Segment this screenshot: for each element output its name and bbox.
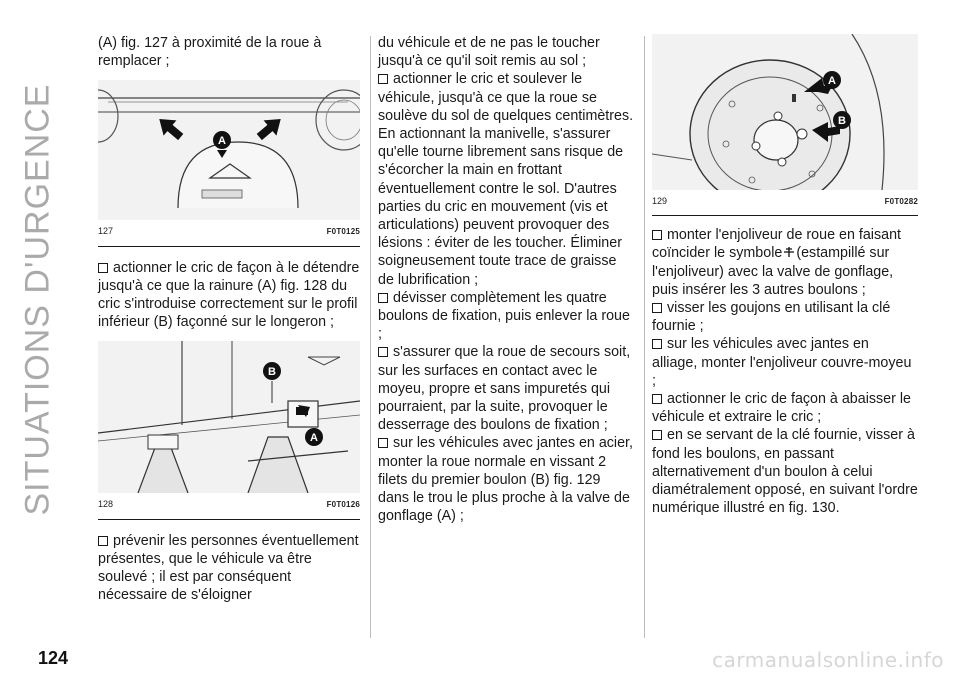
checkbox-bullet-icon (98, 263, 108, 273)
jack-illustration (98, 341, 360, 493)
list-item-text: prévenir les personnes éventuellement présentes, que le véhicule va être soulevé ; il est par conséquent nécessaire de s'éloigner (98, 532, 359, 604)
checkbox-bullet-icon (98, 536, 108, 546)
column-2 (378, 34, 634, 525)
car-sill-illustration (98, 80, 360, 220)
list-item (652, 226, 918, 299)
column-divider (644, 36, 645, 638)
column-1 (98, 34, 360, 604)
figure-127 (98, 80, 360, 246)
list-item-text: monter l'enjoliveur de roue en faisant coïncider le symbole (652, 227, 901, 262)
list-item-text: actionner le cric de façon à abaisser le véhicule et extraire le cric ; (652, 391, 911, 426)
checkbox-bullet-icon (652, 394, 662, 404)
list-item (98, 259, 360, 332)
fig127-label-a: A (218, 135, 226, 148)
list-item (98, 532, 360, 605)
list-item-text: actionner le cric et soulever le véhicule, jusqu'à ce que la roue se soulève du sol de quelques centimètres. En actionnant la manivelle, s'assurer qu'elle tourne librement sans risque de s'écorcher la main en frottant éventuellement contre le sol. D'autres parties du cric en mouvement (vis et articulations) peuvent provoquer des lésions : éviter de les toucher. Éliminer soigneusement toute trace de graisse de lubrification ; (378, 71, 634, 288)
list-item (652, 426, 918, 517)
figure-127-image (98, 80, 360, 220)
figure-number: 128 (98, 499, 114, 510)
checkbox-bullet-icon (378, 438, 388, 448)
checkbox-bullet-icon (652, 430, 662, 440)
fig128-label-a: A (310, 432, 318, 445)
list-item (652, 335, 918, 390)
list-item-text: dévisser complètement les quatre boulons de fixation, puis enlever la roue ; (378, 289, 630, 343)
list-item-text: s'assurer que la roue de secours soit, sur les surfaces en contact avec le moyeu, propre et sans impuretés qui pourraient, par la suite, provoquer le desserrage des boulons de fixation ; (378, 344, 631, 434)
watermark: carmanualsonline.info (712, 648, 944, 672)
figure-number: 127 (98, 226, 114, 237)
checkbox-bullet-icon (652, 230, 662, 240)
page-number: 124 (38, 648, 69, 668)
section-title: SITUATIONS D'URGENCE (18, 83, 57, 516)
fig128-label-b: B (268, 366, 276, 379)
checkbox-bullet-icon (378, 74, 388, 84)
figure-128 (98, 341, 360, 519)
checkbox-bullet-icon (652, 303, 662, 313)
column-divider (370, 36, 371, 638)
checkbox-bullet-icon (378, 347, 388, 357)
list-item (378, 434, 634, 525)
figure-127-caption (98, 222, 360, 246)
list-item-text: sur les véhicules avec jantes en alliage, monter l'enjoliveur couvre-moyeu ; (652, 336, 912, 389)
figure-code: F0T0282 (884, 197, 918, 206)
wheel-illustration (652, 34, 918, 190)
list-item-text: (estampillé sur l'enjoliveur) avec la valve de gonflage, puis insérer les 3 autres boulons ; (652, 245, 894, 298)
column-3 (652, 34, 918, 517)
figure-code: F0T0125 (326, 227, 360, 237)
figure-number: 129 (652, 196, 668, 206)
figure-128-image (98, 341, 360, 493)
fig129-label-b: B (838, 115, 846, 127)
intro-paragraph: (A) fig. 127 à proximité de la roue à remplacer ; (98, 35, 322, 70)
figure-code: F0T0126 (326, 500, 360, 510)
list-item (378, 70, 634, 288)
checkbox-bullet-icon (652, 339, 662, 349)
list-item-text: en se servant de la clé fournie, visser à fond les boulons, en passant alternativement d'un boulon à celui diamétralement opposé, en suivant l'ordre numérique illustré en fig. 130. (652, 427, 918, 517)
fig129-label-a: A (828, 75, 836, 87)
list-item-text: sur les véhicules avec jantes en acier, monter la roue normale en vissant 2 filets du premier boulon (B) fig. 129 dans le trou le plus proche à la valve de gonflage (A) ; (378, 435, 633, 525)
valve-symbol-icon (782, 246, 796, 258)
continuation-paragraph: du véhicule et de ne pas le toucher jusqu'à ce qu'il soit remis au sol ; (378, 35, 600, 70)
list-item (652, 390, 918, 426)
checkbox-bullet-icon (378, 293, 388, 303)
list-item (378, 343, 634, 434)
list-item (378, 289, 634, 344)
figure-128-caption (98, 495, 360, 519)
list-item (652, 299, 918, 335)
list-item-text: visser les goujons en utilisant la clé fournie ; (652, 300, 891, 335)
figure-129 (652, 34, 918, 216)
list-item-text: actionner le cric de façon à le détendre jusqu'à ce que la rainure (A) fig. 128 du cric s'introduise correctement sur le profil inférieur (B) façonné sur le longeron ; (98, 259, 360, 331)
figure-129-caption (652, 192, 918, 216)
figure-129-image (652, 34, 918, 190)
